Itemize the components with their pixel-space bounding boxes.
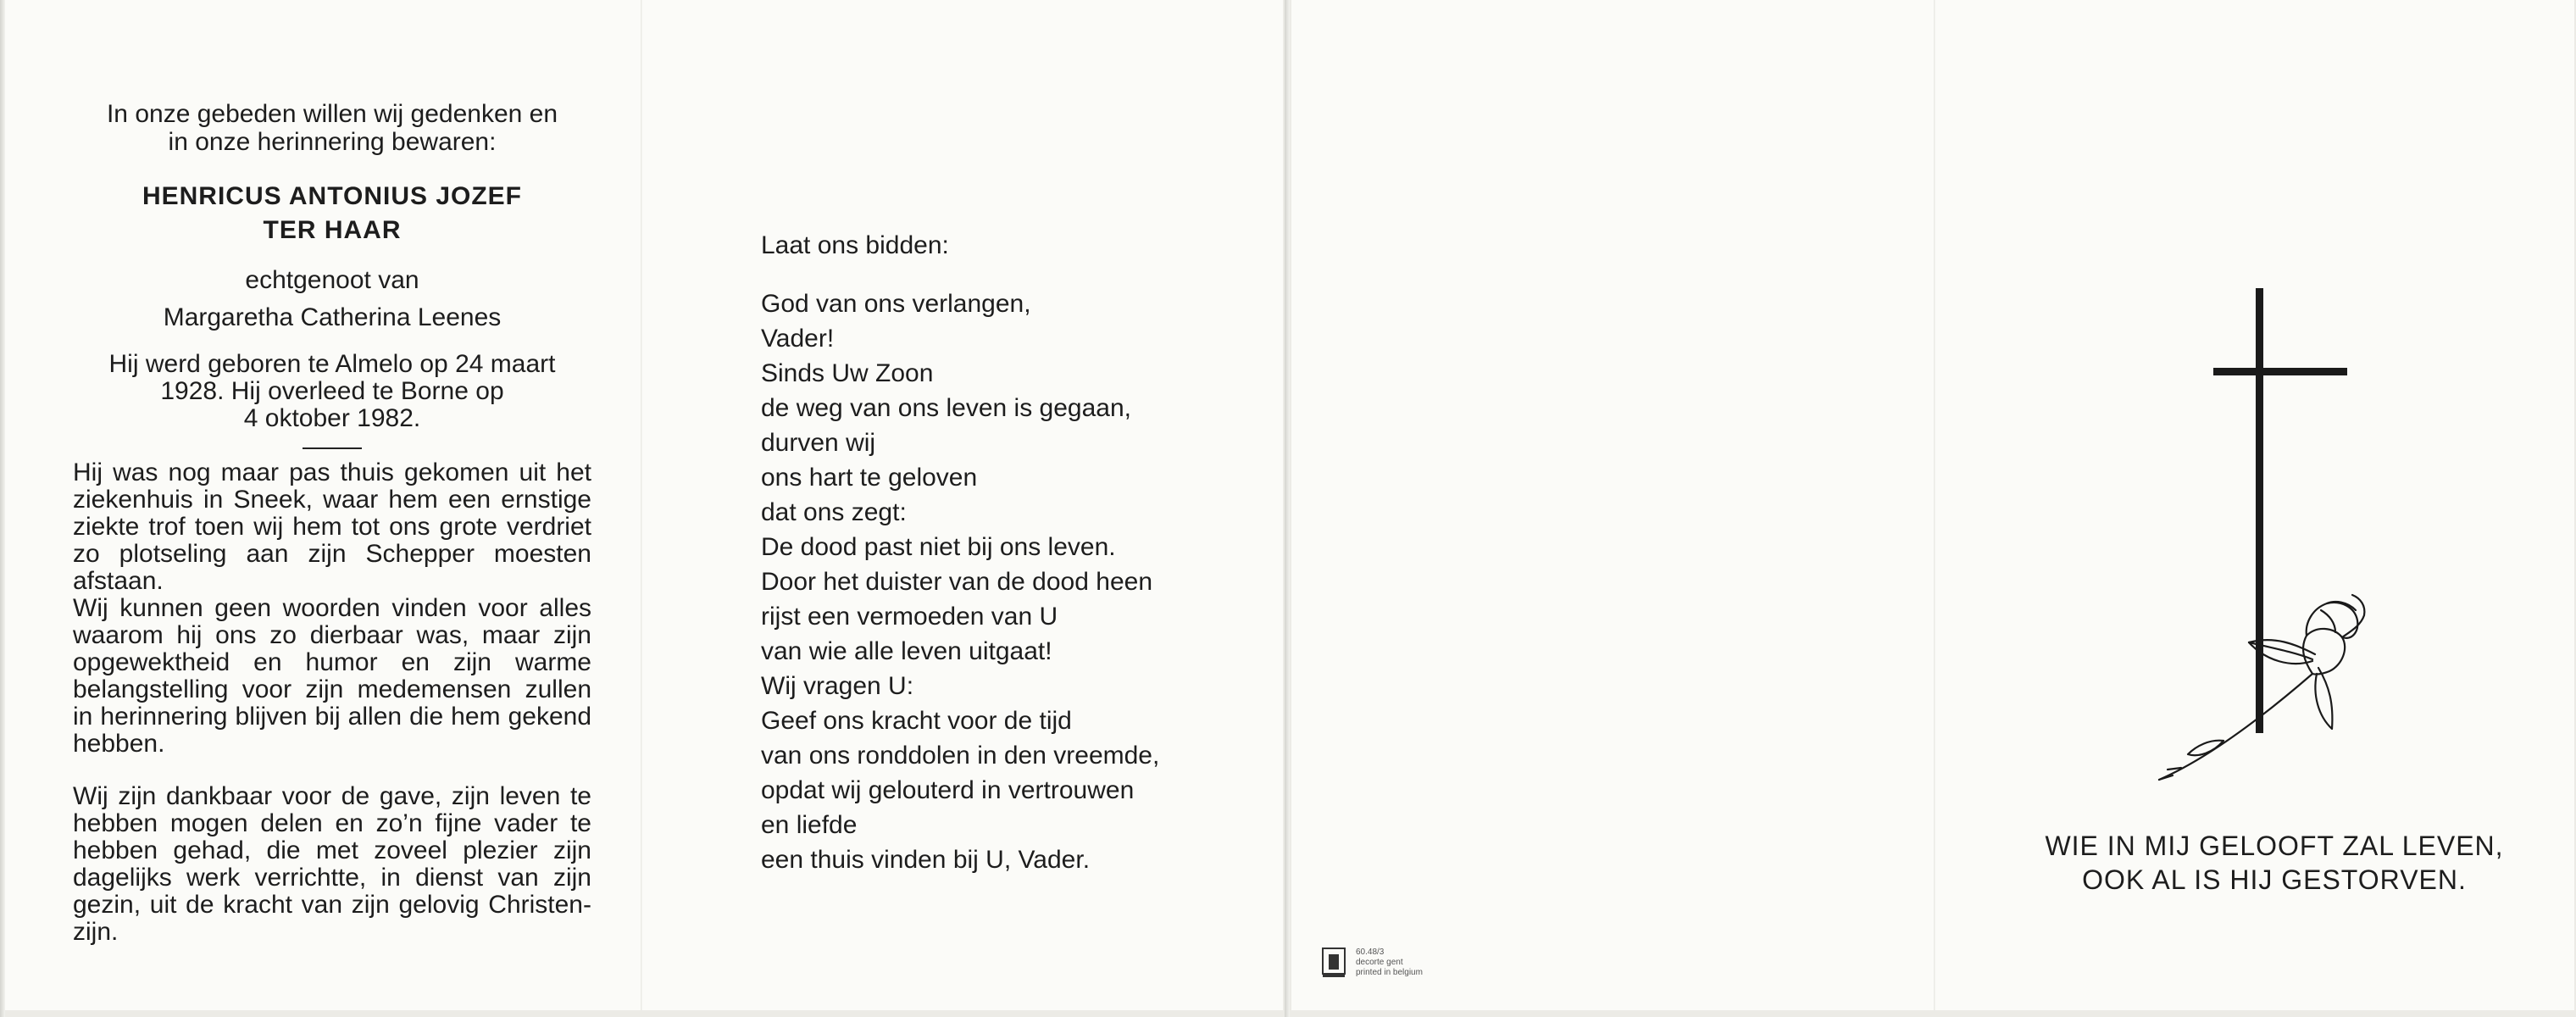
paragraph-1: Hij was nog maar pas thuis gekomen uit het ziekenhuis in Sneek, waar hem een ernstige ziekte trof toen wij hem tot ons grote verdriet zo plotseling aan zijn Schepper moesten afstaan. (73, 458, 591, 595)
prayer-line: durven wij (761, 429, 876, 457)
prayer-line: God van ons verlangen, (761, 290, 1031, 318)
life-line-3: 4 oktober 1982. (243, 404, 421, 432)
prayer-line: ons hart te geloven (761, 464, 978, 492)
card-right-sheet (1291, 0, 2574, 1010)
panel-memorial-text (73, 100, 591, 946)
intro-text (73, 100, 591, 156)
printer-code: 60.48/3 (1356, 948, 1385, 957)
spouse-label: echtgenoot van (245, 266, 419, 294)
fold-line (1934, 0, 1935, 1010)
prayer-line: dat ons zegt: (761, 498, 907, 526)
printer-country: printed in belgium (1356, 968, 1423, 977)
prayer-line: rijst een vermoeden van U (761, 603, 1058, 631)
prayer-line: Vader! (761, 325, 835, 353)
prayer-line: Sinds Uw Zoon (761, 359, 934, 387)
prayer-lines (761, 286, 1269, 877)
motto-line-2: OOK AL IS HIJ GESTORVEN. (2082, 864, 2467, 895)
life-dates (73, 351, 591, 432)
motto-line-1: WIE IN MIJ GELOOFT ZAL LEVEN, (2045, 831, 2504, 861)
printer-name: decorte gent (1356, 958, 1403, 967)
prayer-line: De dood past niet bij ons leven. (761, 533, 1116, 561)
memorial-paragraphs (73, 459, 591, 946)
prayer-line: en liefde (761, 811, 858, 839)
prayer-line: opdat wij gelouterd in vertrouwen (761, 776, 1135, 804)
deceased-name (73, 180, 591, 247)
paragraph-3: Wij zijn dankbaar voor de gave, zijn leven te hebben mogen delen en zo’n fijne vader te hebben gehad, die met zoveel plezier zijn dagelijks werk verrichtte, in dienst van zijn gezin, uit de kracht van zijn gelovig Christen-zijn. (73, 782, 591, 946)
printer-text (1356, 948, 1423, 978)
life-line-2: 1928. Hij overleed te Borne op (160, 377, 504, 405)
intro-line-1: In onze gebeden willen wij gedenken en (106, 100, 558, 128)
spouse-name: Margaretha Catherina Leenes (163, 303, 502, 331)
printer-logo-icon (1322, 948, 1346, 978)
cross-and-rose (2139, 288, 2393, 797)
paragraph-2: Wij kunnen geen woorden vinden voor alles waarom hij ons zo dierbaar was, maar zijn opgewektheid en humor en zijn warme belangstelling voor zijn medemensen zullen in herinnering blijven bij allen die hem gekend hebben. (73, 594, 591, 758)
prayer-intro: Laat ons bidden: (761, 231, 949, 259)
prayer-line: de weg van ons leven is gegaan, (761, 394, 1131, 422)
center-edge-shadow (1285, 0, 1290, 1017)
motto (2012, 829, 2537, 897)
divider (303, 447, 362, 449)
prayer-line: van wie alle leven uitgaat! (761, 637, 1052, 665)
prayer-line: Geef ons kracht voor de tijd (761, 707, 1072, 735)
cross-icon (2213, 288, 2347, 733)
deceased-name-line-2: TER HAAR (263, 216, 402, 244)
fold-line (641, 0, 642, 1010)
intro-line-2: in onze herinnering bewaren: (168, 128, 497, 156)
prayer-line: Wij vragen U: (761, 672, 914, 700)
deceased-name-line-1: HENRICUS ANTONIUS JOZEF (142, 182, 523, 210)
prayer-line: Door het duister van de dood heen (761, 568, 1152, 596)
panel-prayer (761, 231, 1269, 877)
life-line-1: Hij werd geboren te Almelo op 24 maart (108, 350, 556, 378)
prayer-line: van ons ronddolen in den vreemde, (761, 742, 1160, 770)
card-left-sheet (5, 0, 1283, 1010)
prayer-line: een thuis vinden bij U, Vader. (761, 846, 1091, 874)
